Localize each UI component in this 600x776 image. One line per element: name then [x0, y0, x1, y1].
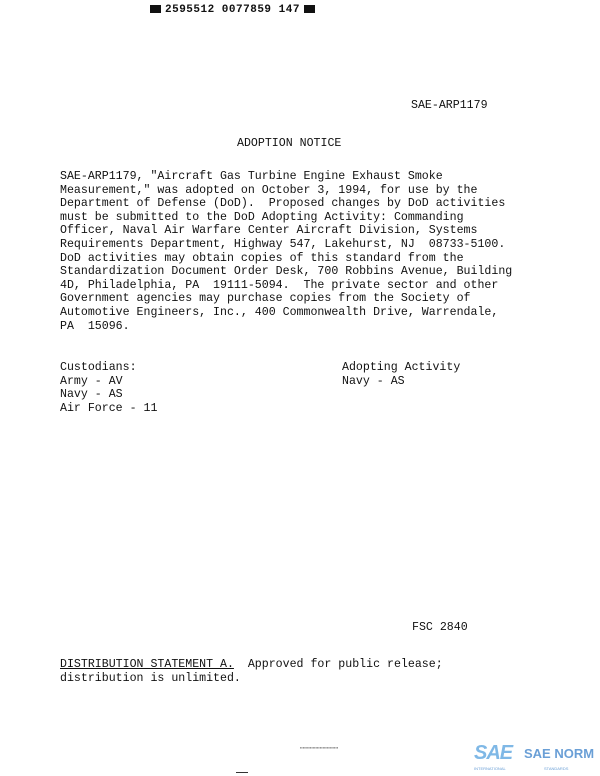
logo-sub-right: STANDARDS	[544, 766, 569, 771]
body-line: Standardization Document Order Desk, 700 Robbins Avenue, Building	[60, 265, 513, 279]
body-line: Measurement," was adopted on October 3, 1994, for use by the	[60, 183, 478, 197]
body-line: PA 15096.	[60, 319, 130, 333]
distribution-text: Approved for public release;	[233, 658, 443, 671]
body-line: must be submitted to the DoD Adopting Activity: Commanding	[60, 210, 464, 224]
custodian-item: Air Force - 11	[60, 401, 158, 415]
logo-mark: SAE	[474, 742, 513, 764]
body-line: 4D, Philadelphia, PA 19111-5094. The private sector and other	[60, 278, 499, 292]
body-line: Officer, Naval Air Warfare Center Aircraft Division, Systems	[60, 224, 478, 238]
body-line: SAE-ARP1179, "Aircraft Gas Turbine Engine Exhaust Smoke	[60, 170, 443, 183]
custodians-heading: Custodians:	[60, 361, 137, 374]
page-title: ADOPTION NOTICE	[237, 137, 342, 150]
adopting-activity	[342, 361, 460, 388]
body-line: Requirements Department, Highway 547, Lakehurst, NJ 08733-5100.	[60, 237, 506, 251]
custodians	[60, 361, 157, 415]
body-line: Department of Defense (DoD). Proposed changes by DoD activities	[60, 197, 506, 211]
distribution-label: DISTRIBUTION STATEMENT A.	[60, 658, 234, 671]
distribution-statement	[60, 658, 443, 685]
body-line: Government agencies may purchase copies from the Society of	[60, 292, 471, 306]
sae-norm-logo	[474, 742, 598, 772]
logo-name: SAE NORM	[524, 746, 595, 761]
distribution-line2: distribution is unlimited.	[60, 671, 241, 685]
adopting-item: Navy - AS	[342, 374, 405, 388]
footer-note: ▪▪▪▪▪▪▪▪▪▪▪▪▪▪▪▪▪▪▪▪▪▪▪▪▪▪▪	[300, 745, 339, 750]
document-id: SAE-ARP1179	[411, 99, 488, 112]
body-line: DoD activities may obtain copies of this standard from the	[60, 251, 464, 265]
adopting-heading: Adopting Activity	[342, 361, 461, 374]
divider	[236, 772, 248, 773]
body-line: Automotive Engineers, Inc., 400 Commonwealth Drive, Warrendale,	[60, 305, 499, 319]
barcode	[146, 4, 319, 16]
fsc-code: FSC 2840	[412, 621, 468, 634]
barcode-number: 2595512 0077859 147	[165, 4, 300, 16]
custodian-item: Navy - AS	[60, 388, 123, 402]
notice-body	[60, 170, 512, 333]
logo-sub-left: INTERNATIONAL	[474, 766, 506, 771]
custodian-item: Army - AV	[60, 374, 123, 388]
